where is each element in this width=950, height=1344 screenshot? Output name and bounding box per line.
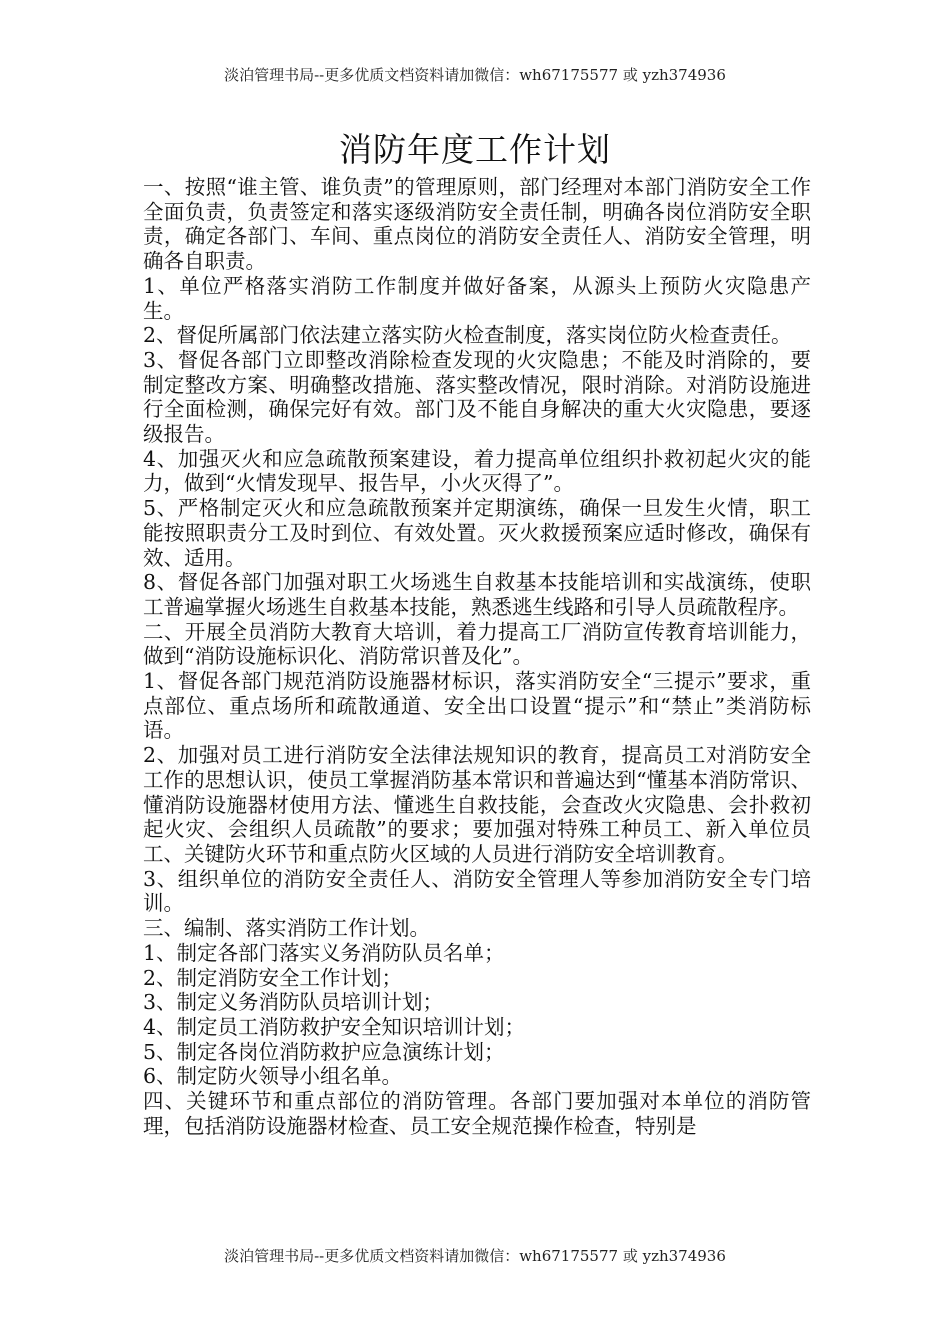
- paragraph-item: 2、督促所属部门依法建立落实防火检查制度，落实岗位防火检查责任。: [143, 323, 792, 348]
- document-title: 消防年度工作计划: [339, 130, 611, 169]
- paragraph-section-4: 四、关键环节和重点部位的消防管理。各部门要加强对本单位的消防管理，包括消防设施器材检查、员工安全规范操作检查，特别是: [143, 1089, 811, 1138]
- paragraph-item: 6、制定防火领导小组名单。: [143, 1064, 403, 1089]
- paragraph-item: 4、制定员工消防救护安全知识培训计划；: [143, 1014, 526, 1039]
- paragraph-item: 3、组织单位的消防安全责任人、消防安全管理人等参加消防安全专门培训。: [143, 866, 811, 916]
- paragraph-item: 3、制定义务消防队员培训计划；: [143, 990, 444, 1015]
- paragraph-section-3: 三、编制、落实消防工作计划。: [143, 916, 430, 941]
- paragraph-item: 8、督促各部门加强对职工火场逃生自救基本技能培训和实战演练，使职工普遍掌握火场逃生自救基本技能，熟悉逃生线路和引导人员疏散程序。: [143, 570, 811, 619]
- paragraph-item: 2、制定消防安全工作计划；: [143, 965, 403, 990]
- page-footer: 淡泊管理书局--更多优质文档资料请加微信：wh67175577 或 yzh374936: [224, 1247, 726, 1265]
- paragraph-item: 1、督促各部门规范消防设施器材标识，落实消防安全“三提示”要求，重点部位、重点场所和疏散通道、安全出口设置“提示”和“禁止”类消防标语。: [143, 669, 811, 743]
- paragraph-section-2: 二、开展全员消防大教育大培训，着力提高工厂消防宣传教育培训能力，做到“消防设施标识化、消防常识普及化”。: [143, 619, 811, 669]
- document-body: [143, 175, 811, 1138]
- page-header: 淡泊管理书局--更多优质文档资料请加微信：wh67175577 或 yzh374936: [224, 66, 726, 84]
- paragraph-item: 2、加强对员工进行消防安全法律法规知识的教育，提高员工对消防安全工作的思想认识，使员工掌握消防基本常识和普遍达到“懂基本消防常识、懂消防设施器材使用方法、懂逃生自救技能，会查改火灾隐患、会扑救初起火灾、会组织人员疏散”的要求；要加强对特殊工种员工、新入单位员工、关键防火环节和重点防火区域的人员进行消防安全培训教育。: [143, 743, 811, 866]
- paragraph-item: 1、制定各部门落实义务消防队员名单；: [143, 940, 505, 965]
- paragraph-item: 4、加强灭火和应急疏散预案建设，着力提高单位组织扑救初起火灾的能力，做到“火情发现早、报告早，小火灭得了”。: [143, 446, 811, 496]
- paragraph-item: 5、严格制定灭火和应急疏散预案并定期演练，确保一旦发生火情，职工能按照职责分工及时到位、有效处置。灭火救援预案应适时修改，确保有效、适用。: [143, 496, 811, 570]
- paragraph-item: 3、督促各部门立即整改消除检查发现的火灾隐患；不能及时消除的，要制定整改方案、明确整改措施、落实整改情况，限时消除。对消防设施进行全面检测，确保完好有效。部门及不能自身解决的重大火灾隐患，要逐级报告。: [143, 347, 811, 447]
- paragraph-section-1: 一、按照“谁主管、谁负责”的管理原则，部门经理对本部门消防安全工作全面负责，负责签定和落实逐级消防安全责任制，明确各岗位消防安全职责，确定各部门、车间、重点岗位的消防安全责任人、消防安全管理，明确各自职责。: [143, 175, 811, 274]
- paragraph-item: 5、制定各岗位消防救护应急演练计划；: [143, 1039, 505, 1064]
- paragraph-item: 1、单位严格落实消防工作制度并做好备案，从源头上预防火灾隐患产生。: [143, 273, 811, 323]
